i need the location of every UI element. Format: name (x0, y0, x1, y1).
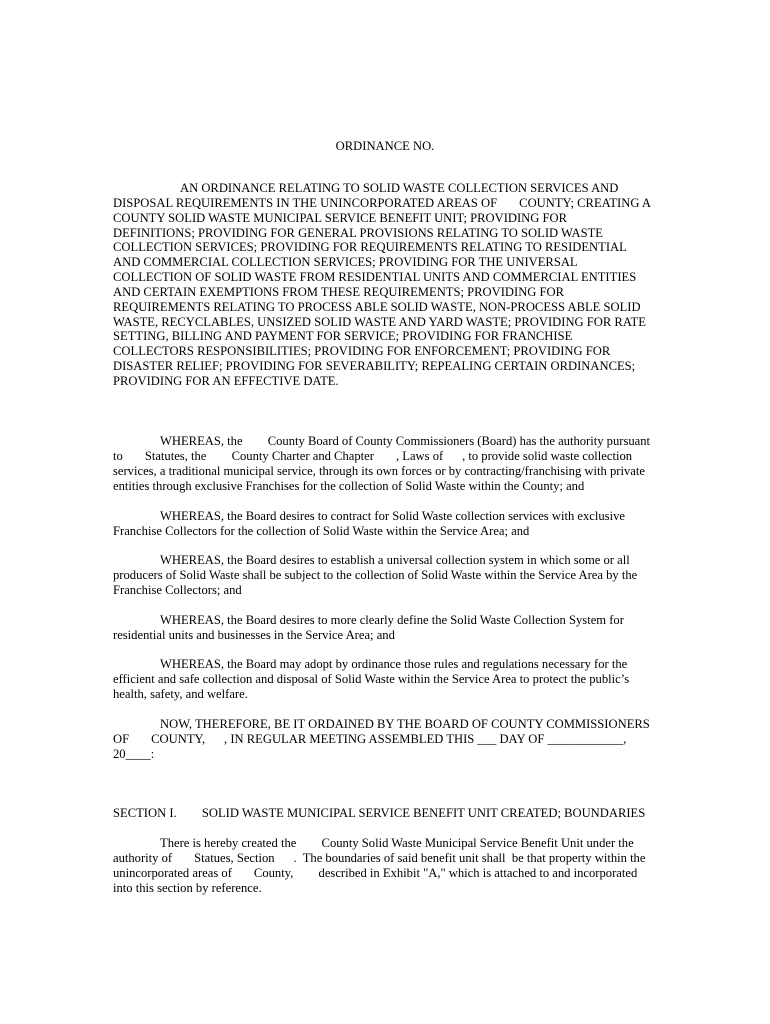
text-line: efficient and safe collection and disposal of Solid Waste within the Service Area to protect the public’s (113, 671, 630, 686)
text-line: Franchise Collectors for the collection of Solid Waste within the Service Area; and (113, 523, 530, 538)
section-1-body (113, 836, 673, 895)
text-line: WHEREAS, the Board desires to contract for Solid Waste collection services with exclusive (160, 509, 625, 523)
text-line: producers of Solid Waste shall be subject to the collection of Solid Waste within the Service Area by the (113, 567, 638, 582)
text-line: SETTING, BILLING AND PAYMENT FOR SERVICE; PROVIDING FOR FRANCHISE (113, 329, 573, 344)
preamble-paragraph (113, 181, 673, 389)
text-line: DEFINITIONS; PROVIDING FOR GENERAL PROVISIONS RELATING TO SOLID WASTE (113, 225, 603, 240)
text-line: NOW, THEREFORE, BE IT ORDAINED BY THE BOARD OF COUNTY COMMISSIONERS (160, 717, 650, 731)
section-1-heading: SECTION I. SOLID WASTE MUNICIPAL SERVICE BENEFIT UNIT CREATED; BOUNDARIES (113, 806, 646, 820)
text-line: AND CERTAIN EXEMPTIONS FROM THESE REQUIREMENTS; PROVIDING FOR (113, 284, 565, 299)
text-line: WHEREAS, the Board may adopt by ordinance those rules and regulations necessary for the (160, 657, 628, 671)
text-line: WHEREAS, the County Board of County Commissioners (Board) has the authority pursuant (160, 434, 651, 448)
text-line: COLLECTION OF SOLID WASTE FROM RESIDENTIAL UNITS AND COMMERCIAL ENTITIES (113, 270, 637, 285)
text-line: DISPOSAL REQUIREMENTS IN THE UNINCORPORATED AREAS OF COUNTY; CREATING A (113, 195, 651, 210)
text-line: entities through exclusive Franchises for the collection of Solid Waste within the County; and (113, 478, 585, 493)
text-line: AN ORDINANCE RELATING TO SOLID WASTE COLLECTION SERVICES AND (180, 181, 619, 195)
text-line: unincorporated areas of County, described in Exhibit "A," which is attached to and incorporated (113, 865, 638, 880)
text-line: COLLECTORS RESPONSIBILITIES; PROVIDING FOR ENFORCEMENT; PROVIDING FOR (113, 344, 611, 359)
text-line: COUNTY SOLID WASTE MUNICIPAL SERVICE BENEFIT UNIT; PROVIDING FOR (113, 210, 568, 225)
text-line: COLLECTION SERVICES; PROVIDING FOR REQUIREMENTS RELATING TO RESIDENTIAL (113, 240, 627, 255)
text-line: WHEREAS, the Board desires to establish a universal collection system in which some or all (160, 553, 630, 567)
text-line: Franchise Collectors; and (113, 582, 242, 597)
text-line: DISASTER RELIEF; PROVIDING FOR SEVERABILITY; REPEALING CERTAIN ORDINANCES; (113, 359, 636, 374)
text-line: PROVIDING FOR AN EFFECTIVE DATE. (113, 373, 339, 388)
ordinance-title: ORDINANCE NO. (335, 139, 435, 153)
text-line: 20____: (113, 746, 155, 761)
whereas-paragraph-2 (113, 509, 673, 539)
text-line: WHEREAS, the Board desires to more clearly define the Solid Waste Collection System for (160, 613, 624, 627)
text-line: into this section by reference. (113, 880, 262, 895)
whereas-paragraph-5 (113, 657, 673, 702)
text-line: REQUIREMENTS RELATING TO PROCESS ABLE SOLID WASTE, NON-PROCESS ABLE SOLID (113, 299, 641, 314)
whereas-paragraph-1 (113, 434, 673, 493)
text-line: services, a traditional municipal service, through its own forces or by contracting/franchising with private (113, 463, 645, 478)
text-line: There is hereby created the County Solid Waste Municipal Service Benefit Unit under the (160, 836, 634, 850)
text-line: OF COUNTY, , IN REGULAR MEETING ASSEMBLED THIS ___ DAY OF ____________, (113, 731, 627, 746)
ordained-paragraph (113, 717, 673, 762)
text-line: health, safety, and welfare. (113, 686, 248, 701)
whereas-paragraph-3 (113, 553, 673, 598)
whereas-paragraph-4 (113, 613, 673, 643)
text-line: authority of Statues, Section . The boundaries of said benefit unit shall be that property within the (113, 850, 646, 865)
text-line: residential units and businesses in the Service Area; and (113, 627, 395, 642)
text-line: WASTE, RECYCLABLES, UNSIZED SOLID WASTE AND YARD WASTE; PROVIDING FOR RATE (113, 314, 646, 329)
text-line: AND COMMERCIAL COLLECTION SERVICES; PROVIDING FOR THE UNIVERSAL (113, 255, 578, 270)
text-line: to Statutes, the County Charter and Chapter , Laws of , to provide solid waste collection (113, 448, 633, 463)
